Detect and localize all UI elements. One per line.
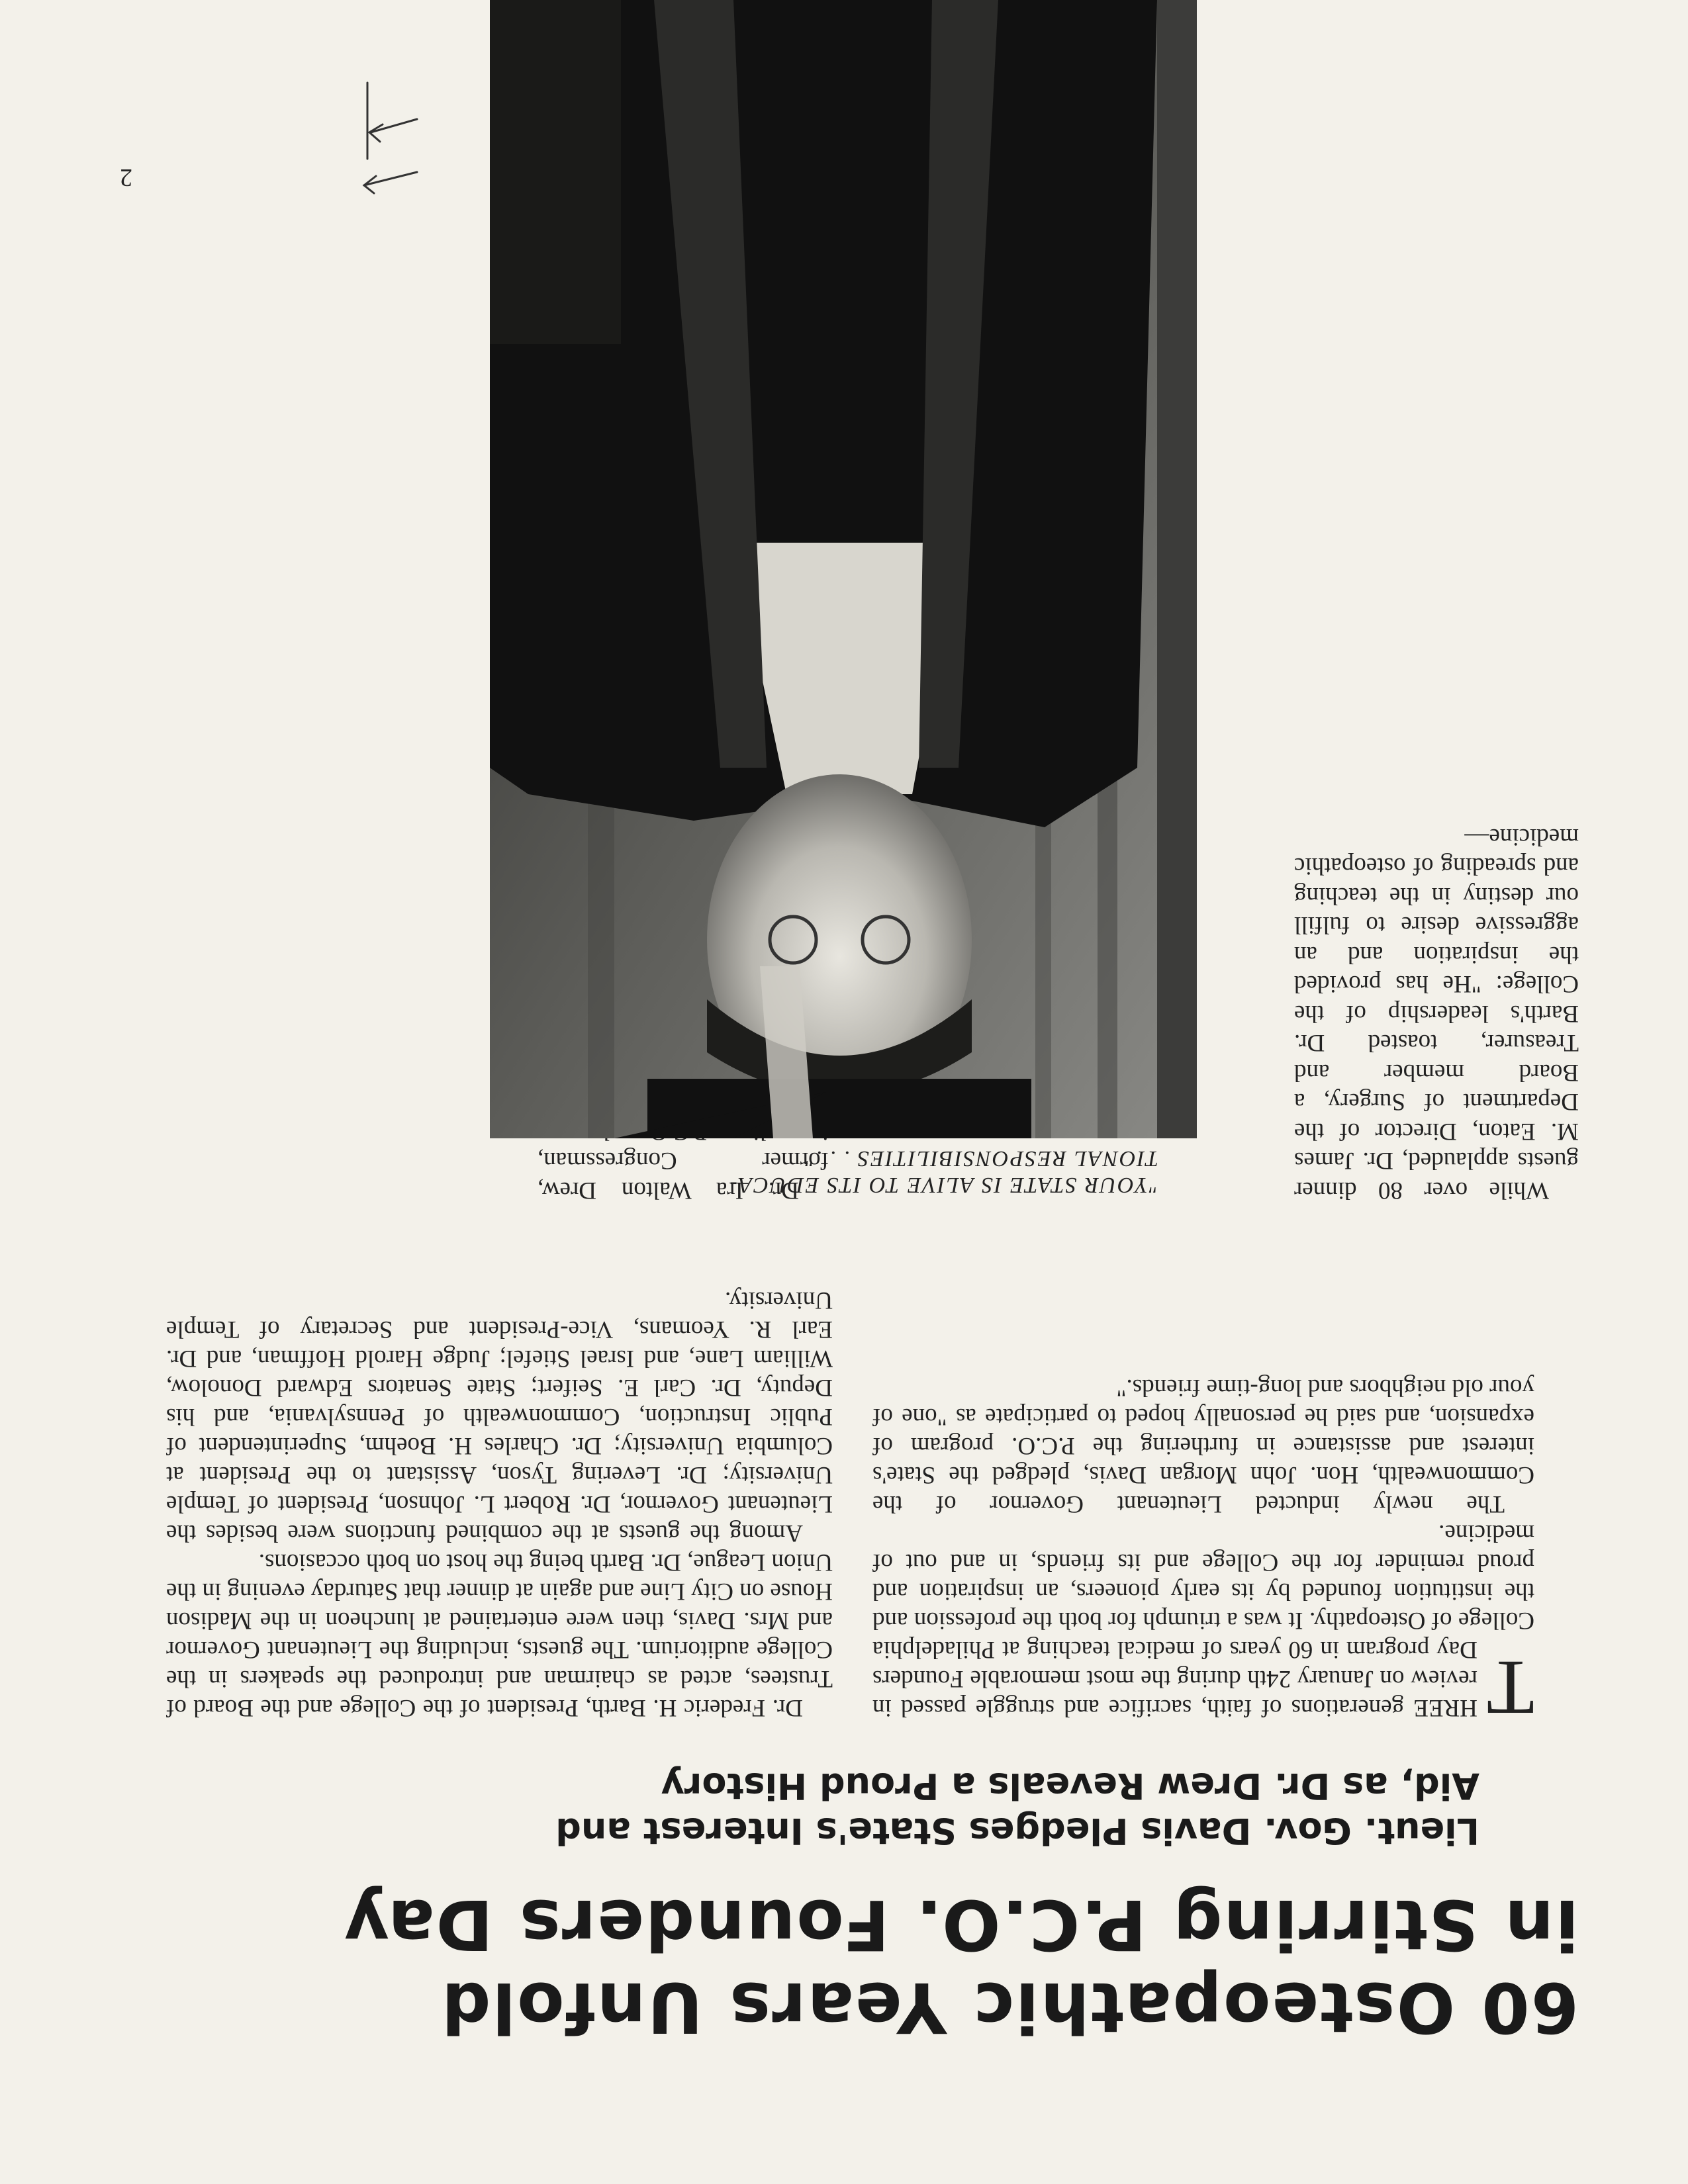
article-wrap-right bbox=[1294, 822, 1579, 1205]
headline-line-1: 60 Osteopathic Years Unfold bbox=[440, 1967, 1579, 2048]
paragraph-drew: Dr. Ira Walton Drew, former Congressman, bbox=[538, 1147, 829, 1204]
headline bbox=[156, 1883, 1579, 2048]
article-column-left bbox=[872, 1373, 1534, 1731]
paragraph-barth: Dr. Frederic H. Barth, President of the College and the Board of Trustees, acted as chairman and introduced the speakers in the College auditorium. The guests, including the Lieutenant Governor and Mrs. Davis, then were entertained at luncheon in the Madison House on City Line and again at dinner that Saturday evening in the Union League, Dr. Barth being the host on both occasions. bbox=[166, 1549, 833, 1721]
caption-line-1: "YOUR STATE IS ALIVE TO ITS EDUCA- bbox=[728, 1173, 1158, 1197]
paragraph-opening bbox=[872, 1518, 1534, 1731]
paragraph-davis: The newly inducted Lieutenant Governor of the Commonwealth, Hon. John Morgan Davis, pledged the State's interest and assistance in furthering the P.C.O. program of expansion, and said he personally hoped to participate as "one of your old neighbors and long-time friends." bbox=[872, 1374, 1534, 1518]
caption-line-2: TIONAL RESPONSIBILITIES . . ." bbox=[804, 1146, 1158, 1171]
opening-text: HREE generations of faith, sacrifice and struggle passed in review on January 24th during the most memorable Founders Day program in 60 years of medical teaching at Philadelphia College of Osteopathy. It was a triumph for both the profession and the institution founded by its early pioneers, an inspiration and proud reminder for the College and its friends, in and out of medicine. bbox=[872, 1520, 1534, 1721]
paragraph-guests: Among the guests at the combined functions were besides the Lieutenant Governor, Dr. Robert L. Johnson, President of Temple University; Dr. Levering Tyson, Assistant to the President at Columbia University; Dr. Charles H. Boehm, Superintendent of Public Instruction, Commonwealth of Pennsylvania, and his Deputy, Dr. Carl E. Seifert; State Senators Edward Donolow, William Lane, and Israel Stiefel; Judge Harold Hoffman, and Dr. Earl R. Yeomans, Vice-President and Secretary of Temple University. bbox=[166, 1287, 833, 1547]
page-number: 2 bbox=[120, 163, 132, 191]
handwritten-arrows bbox=[351, 66, 430, 199]
article-column-right bbox=[166, 1285, 833, 1722]
subheadline-line-2: Aid, as Dr. Drew Reveals a Proud History bbox=[661, 1765, 1479, 1807]
paragraph-eaton: While over 80 dinner guests applauded, Dr. James M. Eaton, Director of the Department of Surgery, a Board member and Treasurer, toasted Dr. Barth's leadership of the College: "He has provided the inspiration and an aggressive desire to fulfill our destiny in the teaching and spreading of osteopathic medicine— bbox=[1294, 823, 1579, 1204]
subheadline bbox=[189, 1763, 1479, 1853]
speaker-photo-image bbox=[490, 0, 1197, 1138]
headline-line-2: in Stirring P.C.O. Founders Day bbox=[342, 1884, 1579, 1965]
subheadline-line-1: Lieut. Gov. Davis Pledges State's Interest and bbox=[555, 1810, 1479, 1852]
speaker-photo bbox=[490, 0, 1197, 1138]
drop-cap: T bbox=[1486, 1645, 1534, 1731]
